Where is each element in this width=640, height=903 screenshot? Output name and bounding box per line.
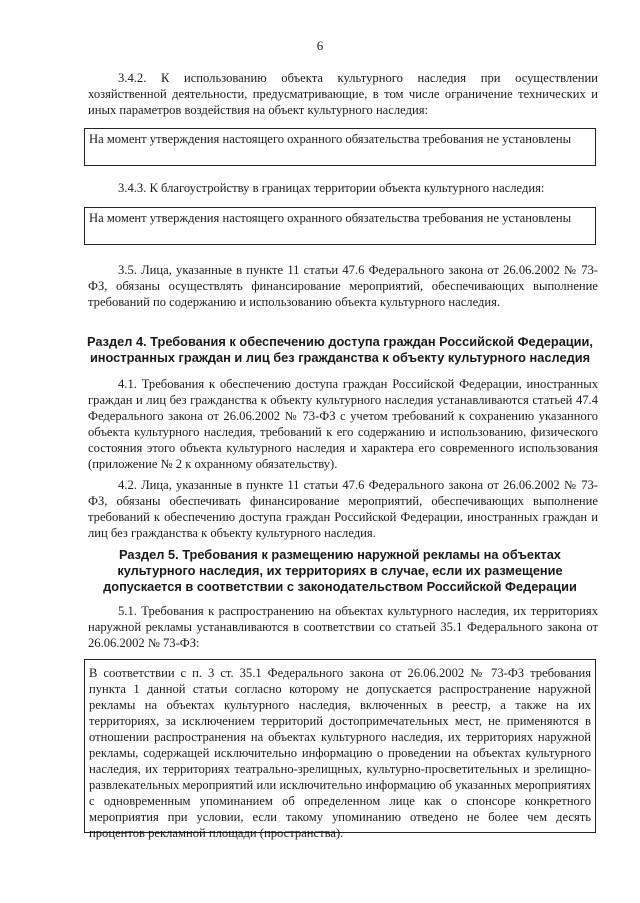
requirement-box-3-4-2: На момент утверждения настоящего охранного обязательства требования не установлены [84, 128, 596, 166]
paragraph-3-5: 3.5. Лица, указанные в пункте 11 статьи 47.6 Федерального закона от 26.06.2002 № 73-ФЗ, обязаны осуществлять финансирование мероприятий, обеспечивающих выполнение требований по содержанию и использованию объекта культурного наследия. [88, 263, 598, 309]
section-4-title: Раздел 4. Требования к обеспечению доступа граждан Российской Федерации, иностранных граждан и лиц без гражданства к объекту культурного наследия [87, 334, 593, 365]
section-5-title: Раздел 5. Требования к размещению наружной рекламы на объектах культурного наследия, их территориях в случае, если их размещение допускается в соответствии с законодательством Российской Федерации [103, 547, 577, 594]
paragraph-4-1: 4.1. Требования к обеспечению доступа граждан Российской Федерации, иностранных граждан и лиц без гражданства к объекту культурного наследия устанавливаются статьей 47.4 Федерального закона от 26.06.2002 № 73-ФЗ с учетом требований к сохранению указанного объекта культурного наследия, требований к его содержанию и использованию, физического состояния этого объекта культурного наследия и характера его современного использования (приложение № 2 к охранному обязательству). [88, 377, 598, 471]
paragraph-4-2: 4.2. Лица, указанные в пункте 11 статьи 47.6 Федерального закона от 26.06.2002 № 73-ФЗ, обязаны обеспечивать финансирование мероприятий, обеспечивающих выполнение требований к обеспечению доступа граждан Российской Федерации, иностранных граждан и лиц без гражданства к объекту культурного наследия. [88, 478, 598, 540]
paragraph-5-1: 5.1. Требования к распространению на объектах культурного наследия, их территориях наружной рекламы устанавливаются в соответствии со статьей 35.1 Федерального закона от 26.06.2002 № 73-ФЗ: [88, 604, 598, 650]
page-number: 6 [316, 38, 324, 53]
requirement-box-3-4-3: На момент утверждения настоящего охранного обязательства требования не установлены [84, 207, 596, 245]
paragraph-3-4-3: 3.4.3. К благоустройству в границах территории объекта культурного наследия: [118, 181, 545, 195]
advertising-requirements-box: В соответствии с п. 3 ст. 35.1 Федерального закона от 26.06.2002 № 73-ФЗ требования пункта 1 данной статьи согласно которому не допускается распространение наружной рекламы на объектах культурного наследия, включенных в реестр, а также на их территориях, за исключением территорий достопримечательных мест, не применяются в отношении распространения на объектах культурного наследия, их территориях наружной рекламы, содержащей исключительно информацию о проведении на объектах культурного наследия, их территориях театрально-зрелищных, культурно-просветительных и зрелищно-развлекательных мероприятий или исключительно информацию об указанных мероприятиях с одновременным упоминанием об определенном лице как о спонсоре конкретного мероприятия при условии, если такому упоминанию отведено не более чем десять процентов рекламной площади (пространства). [84, 659, 596, 833]
paragraph-3-4-2: 3.4.2. К использованию объекта культурного наследия при осуществлении хозяйственной деятельности, предусматривающие, в том числе ограничение технических и иных параметров воздействия на объект культурного наследия: [88, 71, 598, 117]
